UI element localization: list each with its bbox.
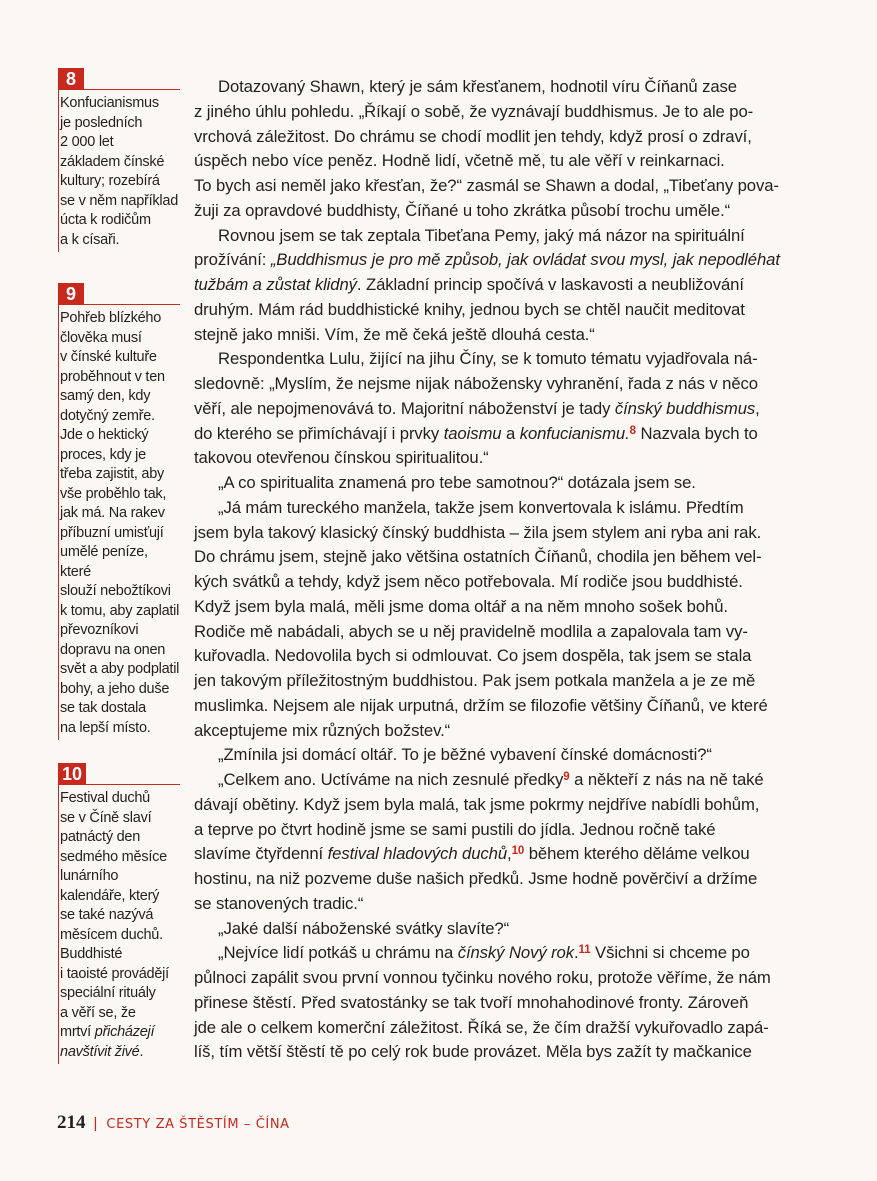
sidenote-text-part: . (139, 1043, 144, 1060)
sidenote-number: 8 (58, 68, 84, 90)
sidenote-text: Pohřeb blízkého člověka musí v čínské kultuře proběhnout v ten samý den, kdy dotyčný zemře. Jde o hektický proces, kdy je třeba zajistit, aby vše proběhlo tak, jak má. Na rakev příbuzní umisťují umělé peníze, které slouží nebožtíkovi k tomu, aby zaplatil převozníkovi dopravu na onen svět a aby podplatil bohy, a jeho duše se tak dostala na lepší místo. (58, 305, 180, 740)
sidenote-rule (84, 304, 180, 305)
sidenote-text-italic: přicházejí navštívit živé (60, 1024, 155, 1060)
text-run: . Základní princip spočívá v laskavosti a neubližování druhým. Mám rád buddhistické knihy, jednou bych se chtěl naučit meditovat stejně jako mniši. Vím, že mě čeká ještě dlouhá cesta.“ (194, 275, 745, 344)
text-run: „Nejvíce lidí potkáš u chrámu na (218, 943, 458, 963)
text-run: Nazvala bych to takovou otevřenou čínskou spiritualitou.“ (194, 423, 758, 468)
text-run: , (507, 844, 512, 864)
sidenote-header (58, 763, 180, 785)
italic-term: konfucianismu. (519, 423, 630, 443)
text-run: a někteří z nás na ně také dávají obětiny. Když jsem byla malá, tak jsme pokrmy nejdříve nabídli bohům, a teprve po čtvrt hodině jsme se sami pustili do jídla. Jednou ročně také slavíme čtyřdenní (194, 770, 764, 864)
paragraph (194, 224, 794, 348)
paragraph: „A co spiritualita znamená pro tebe samotnou?“ dotázala jsem se. (218, 473, 696, 492)
page-number: 214 (57, 1112, 86, 1133)
paragraph: Dotazovaný Shawn, který je sám křesťanem, hodnotil víru Číňanů zase z jiného úhlu pohledu. „Říkají o sobě, že vyznávají buddhismus. Je to ale po- vrchová záležitost. Do chrámu se chodí modlit jen tehdy, když prosí o zdraví, úspěch nebo více peněz. Hodně lidí, včetně mě, tu ale věří v reinkarnaci. To bych asi neměl jako křesťan, že?“ zasmál se Shawn a dodal, „Tibeťany pova- žuji za opravdové buddhisty, Číňané u toho zkrátka působí trochu uměle.“ (194, 77, 779, 220)
footnote-ref-10[interactable]: 10 (511, 845, 525, 858)
text-run: „Celkem ano. Uctíváme na nich zesnulé předky (218, 770, 564, 789)
sidenote-header (58, 283, 180, 305)
footnote-ref-9[interactable]: 9 (563, 771, 570, 783)
paragraph: „Zmínila jsi domácí oltář. To je běžné vybavení čínské domácnosti?“ (218, 745, 712, 765)
sidenote-text (58, 785, 180, 1064)
italic-term: festival hladových duchů (327, 844, 508, 864)
text-run: Rovnou jsem se tak zeptala Tibeťana Pemy, jaký má názor na spirituální prožívání: (194, 225, 745, 270)
sidenote-9 (58, 283, 180, 740)
sidenote-number: 10 (58, 763, 86, 785)
paragraph: „Jaké další náboženské svátky slavíte?“ (218, 918, 510, 938)
paragraph (194, 768, 794, 917)
italic-term: taoismu (443, 423, 502, 443)
sidenote-header (58, 68, 180, 90)
text-run: během kterého děláme velkou hostinu, na niž pozveme duše našich předků. Jsme hodně pověrčiví a držíme se stanovených tradic.“ (194, 844, 758, 913)
sidenote-text: Konfucianismus je posledních 2 000 let základem čínské kultury; rozebírá se v něm například úcta k rodičům a k císaři. (58, 90, 180, 252)
footnote-ref-11[interactable]: 11 (578, 944, 591, 957)
footer-separator: | (93, 1115, 98, 1132)
text-run: , do kterého se přimíchávají i prvky (194, 398, 760, 443)
text-run: Všichni si chceme po půlnoci zapálit svou první vonnou tyčinku nového roku, protože věříme, že nám přinese štěstí. Před svatostánky se tak tvoří mnohahodinové fronty. Zároveň jde ale o celkem komerční záležitost. Říká se, že čím dražší vykuřovadlo zapá- líš, tím větší štěstí tě po celý rok bude provázet. Měla bys zažít ty mačkanice (194, 943, 771, 1062)
sidenote-rule (86, 784, 180, 785)
page-footer (57, 1112, 290, 1134)
paragraph (194, 347, 794, 471)
italic-term: čínský buddhismus (614, 398, 756, 418)
text-run: a (501, 423, 520, 443)
running-title: CESTY ZA ŠTĚSTÍM – ČÍNA (106, 1117, 290, 1132)
footnote-ref-8[interactable]: 8 (629, 424, 636, 437)
sidenote-text-part: Festival duchů se v Číně slaví patnáctý den sedmého měsíce lunárního kalendáře, který se také nazývá měsícem duchů. Buddhisté i taoisté provádějí speciální rituály a věří se, že mrtví (60, 790, 169, 1040)
text-run: . (574, 943, 579, 963)
italic-term: čínský Nový rok (457, 943, 574, 963)
paragraph (194, 941, 794, 1065)
sidenote-number: 9 (58, 283, 84, 305)
sidenote-8 (58, 68, 180, 252)
main-text-column (194, 75, 794, 1065)
italic-quote: „Buddhismus je pro mě způsob, jak ovládat svou mysl, jak nepodléhat tužbám a zůstat klidný (194, 250, 780, 294)
text-run: Respondentka Lulu, žijící na jihu Číny, se k tomuto tématu vyjadřovala ná- sledovně: „Myslím, že nejsme nijak nábožensky vyhranění, řada z nás v něco věří, ale nepojmenovává to. Majoritní náboženství je tady (194, 349, 758, 418)
sidenote-10 (58, 763, 180, 1064)
paragraph: „Já mám tureckého manžela, takže jsem konvertovala k islámu. Předtím jsem byla takový klasický čínský buddhista – žila jsem stylem ani ryba ani rak. Do chrámu jsem, stejně jako většina ostatních Číňanů, chodila jen během vel- kých svátků a tehdy, když jsem něco potřebovala. Mí rodiče jsou buddhisté. Když jsem byla malá, měli jsme doma oltář a na něm mnoho sošek bohů. Rodiče mě nabádali, abych se u něj pravidelně modlila a zapalovala tam vy- kuřovadla. Nedovolila bych si odmlouvat. Co jsem dospěla, tak jsem se stala jen takovým příležitostným buddhistou. Pak jsem potkala manžela a je ze mě muslimka. Nejsem ale nijak urputná, držím se filozofie většiny Číňanů, ve které akceptujeme mix různých božstev.“ (194, 497, 768, 740)
sidenote-rule (84, 89, 180, 90)
